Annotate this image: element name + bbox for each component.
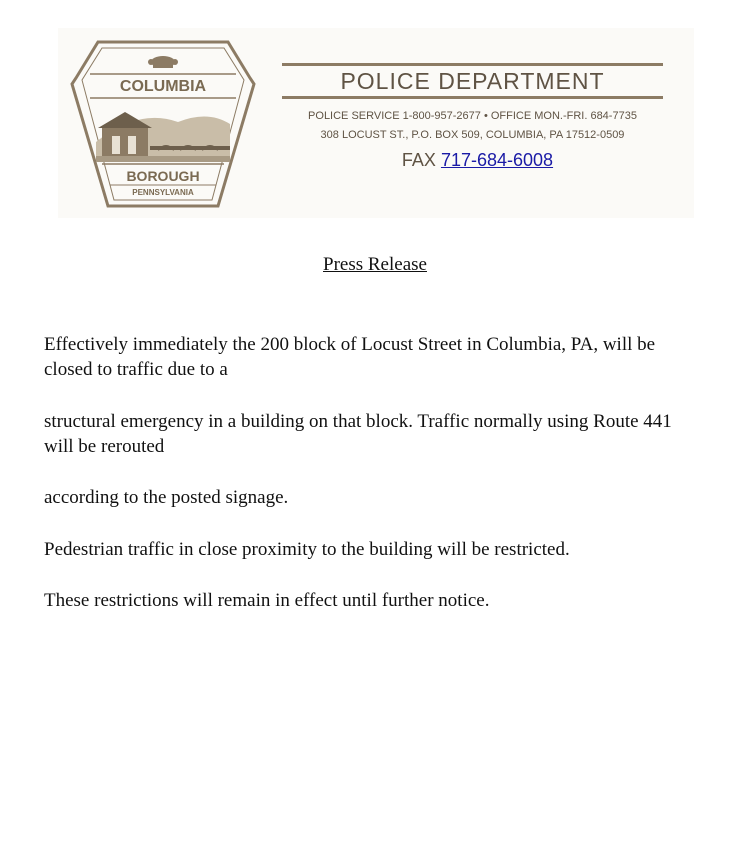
contact-address-line: 308 LOCUST ST., P.O. BOX 509, COLUMBIA, PA 17512-0509 — [320, 129, 625, 141]
seal-sub-text: PENNSYLVANIA — [132, 188, 194, 197]
seal-bottom-text: BOROUGH — [126, 168, 200, 184]
paragraph-reroute: structural emergency in a building on that block. Traffic normally using Route 441 will be rerouted — [44, 411, 672, 457]
contact-phone-line: POLICE SERVICE 1-800-957-2677 • OFFICE MON.-FRI. 684-7735 — [308, 110, 637, 122]
crest-icon — [148, 56, 178, 68]
paragraph-restrictions: These restrictions will remain in effect until further notice. — [44, 590, 490, 611]
paragraph-pedestrian: Pedestrian traffic in close proximity to the building will be restricted. — [44, 539, 570, 560]
fax-block — [395, 148, 560, 172]
fax-number-link[interactable]: 717-684-6008 — [440, 150, 554, 170]
header-rule-bottom — [282, 96, 663, 99]
fax-label: FAX — [401, 150, 436, 170]
department-title: POLICE DEPARTMENT — [340, 68, 605, 94]
paragraph-signage: according to the posted signage. — [44, 487, 289, 508]
bridge-scene-icon — [96, 112, 230, 162]
seal-top-text: COLUMBIA — [119, 78, 207, 95]
borough-seal — [68, 38, 258, 208]
paragraph-closure: Effectively immediately the 200 block of Locust Street in Columbia, PA, will be closed to traffic due to a — [44, 334, 656, 380]
press-release-title: Press Release — [323, 254, 427, 275]
